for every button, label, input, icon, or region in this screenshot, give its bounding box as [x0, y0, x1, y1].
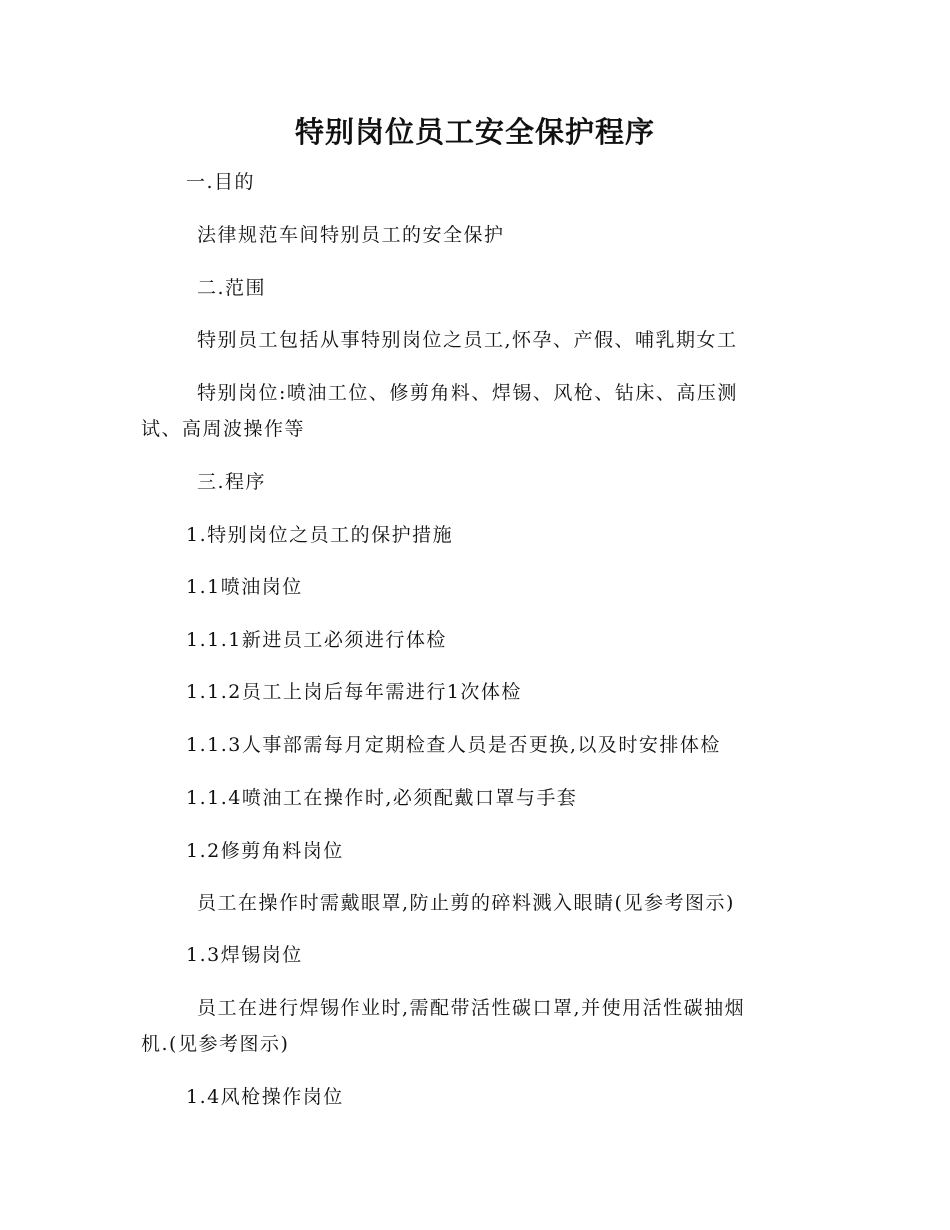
paragraph-line: 机.(见参考图示) — [141, 1033, 290, 1055]
paragraph: 1.特别岗位之员工的保护措施 — [186, 524, 454, 546]
paragraph: 员工在操作时需戴眼罩,防止剪的碎料溅入眼睛(见参考图示) — [197, 892, 735, 914]
paragraph: 1.2修剪角料岗位 — [186, 840, 344, 862]
document-title: 特别岗位员工安全保护程序 — [294, 115, 655, 149]
paragraph: 特别员工包括从事特别岗位之员工,怀孕、产假、哺乳期女工 — [197, 329, 738, 351]
paragraph-line: 员工在进行焊锡作业时,需配带活性碳口罩,并使用活性碳抽烟 — [197, 997, 746, 1019]
paragraph-line: 试、高周波操作等 — [141, 418, 306, 440]
paragraph: 1.1.4喷油工在操作时,必须配戴口罩与手套 — [186, 787, 578, 809]
paragraph: 1.3焊锡岗位 — [186, 944, 303, 966]
section-heading-purpose: 一.目的 — [186, 171, 256, 193]
paragraph: 1.1.3人事部需每月定期检查人员是否更换,以及时安排体检 — [186, 734, 721, 756]
paragraph: 1.1.2员工上岗后每年需进行1次体检 — [186, 681, 522, 703]
paragraph: 1.1.1新进员工必须进行体检 — [186, 629, 447, 651]
paragraph: 法律规范车间特别员工的安全保护 — [197, 224, 505, 246]
section-heading-procedure: 三.程序 — [197, 471, 267, 493]
paragraph-line: 特别岗位:喷油工位、修剪角料、焊锡、风枪、钻床、高压测 — [197, 382, 738, 404]
section-heading-scope: 二.范围 — [197, 277, 267, 299]
paragraph: 1.4风枪操作岗位 — [186, 1086, 344, 1108]
paragraph: 1.1喷油岗位 — [186, 576, 303, 598]
